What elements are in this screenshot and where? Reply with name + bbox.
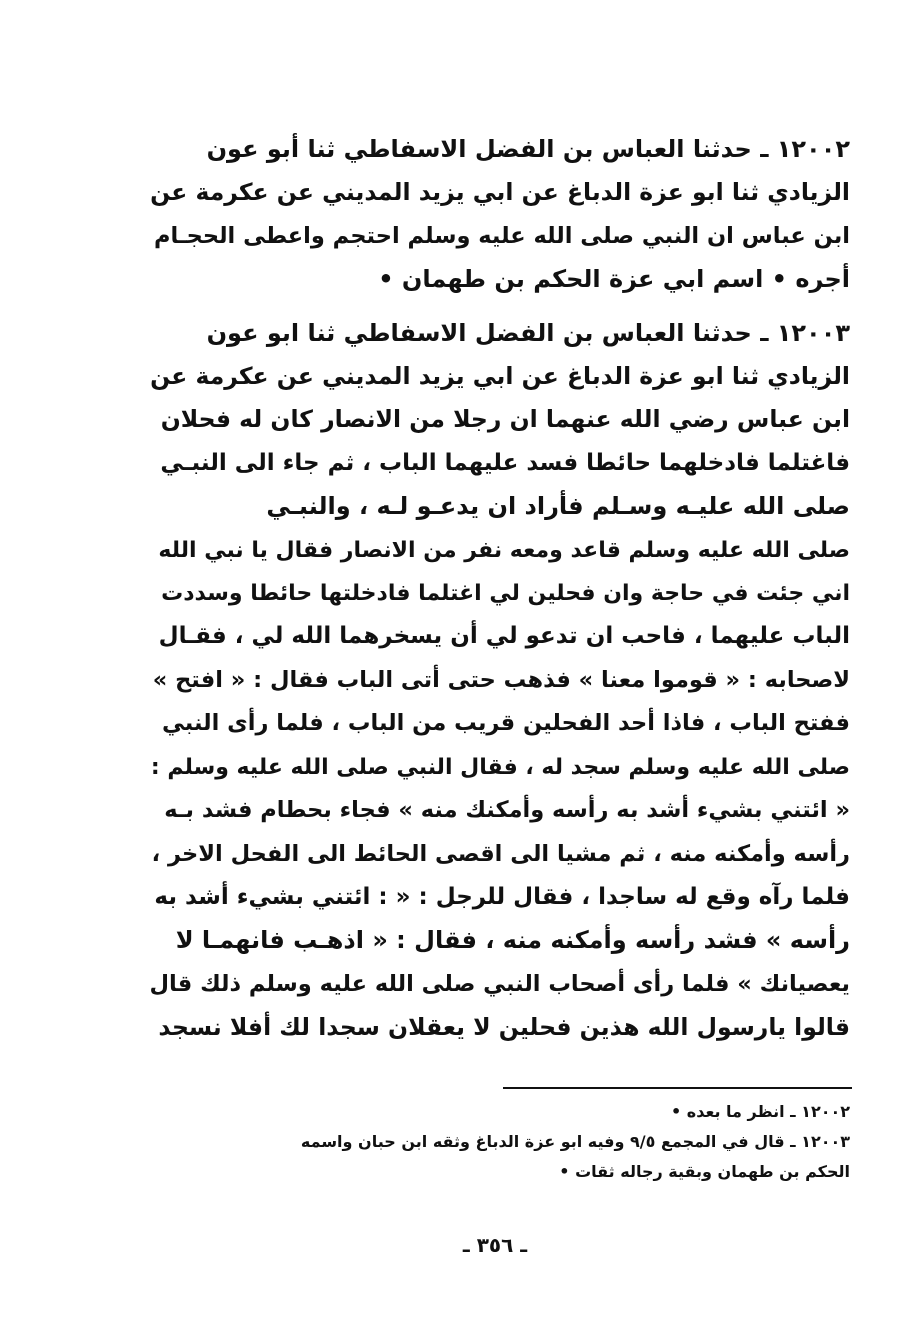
text-line: رأسه وأمكنه منه ، ثم مشيا الى اقصى الحائط الى الفحل الاخر ،	[151, 840, 850, 867]
text-line: ففتح الباب ، فاذا أحد الفحلين قريب من الباب ، فلما رأى النبي	[162, 710, 850, 737]
footnote-line: ١٢٠٠٢ ـ انظر ما بعده •	[670, 1102, 850, 1121]
paragraph-gap	[150, 302, 850, 312]
text-line: لاصحابه : « قوموا معنا » فذهب حتى أتى الباب فقال : « افتح »	[152, 666, 850, 693]
text-line: ابن عباس رضي الله عنهما ان رجلا من الانصار كان له فحلان	[160, 405, 850, 434]
text-line: فلما رآه وقع له ساجدا ، فقال للرجل : « : ائتني بشيء أشد به	[154, 883, 850, 910]
footnote-divider	[503, 1087, 852, 1089]
footnote-line: ١٢٠٠٣ ـ قال في المجمع ٩/٥ وفيه ابو عزة الدباغ وثقه ابن حبان واسمه	[300, 1132, 850, 1151]
text-line: صلى الله عليه وسلم سجد له ، فقال النبي صلى الله عليه وسلم :	[150, 754, 850, 780]
footnotes	[150, 1097, 850, 1187]
text-line: ابن عباس ان النبي صلى الله عليه وسلم احتجم واعطى الحجـام	[154, 222, 850, 249]
text-line: فاغتلما فادخلهما حائطا فسد عليهما الباب ، ثم جاء الى النبـي	[160, 449, 850, 476]
text-line: أجره • اسم ابي عزة الحكم بن طهمان •	[378, 265, 850, 294]
main-text	[150, 128, 850, 1050]
hadith-12002	[150, 128, 850, 302]
text-line: اني جئت في حاجة وان فحلين لي اغتلما فادخلتها حائطا وسددت	[161, 581, 850, 607]
text-line: صلى الله عليـه وسـلم فأراد ان يدعـو لـه ، والنبـي	[266, 492, 850, 521]
text-line: يعصيانك » فلما رأى أصحاب النبي صلى الله عليه وسلم ذلك قال	[149, 970, 850, 997]
text-line: الزيادي ثنا ابو عزة الدباغ عن ابي يزيد المديني عن عكرمة عن	[150, 362, 850, 391]
hadith-12003	[150, 312, 850, 1050]
text-line: قالوا يارسول الله هذين فحلين لا يعقلان سجدا لك أفلا نسجد	[158, 1013, 850, 1042]
text-line: رأسه » فشد رأسه وأمكنه منه ، فقال : « اذهـب فانهمـا لا	[175, 926, 850, 955]
text-line: ١٢٠٠٢ ـ حدثنا العباس بن الفضل الاسفاطي ثنا أبو عون	[206, 135, 850, 163]
text-line: الزيادي ثنا ابو عزة الدباغ عن ابي يزيد المديني عن عكرمة عن	[150, 178, 850, 207]
text-line: « ائتني بشيء أشد به رأسه وأمكنك منه » فجاء بحطام فشد بـه	[164, 797, 850, 824]
page-number: ـ ٣٥٦ ـ	[462, 1233, 528, 1257]
text-line: الباب عليهما ، فاحب ان تدعو لي أن يسخرهما الله لي ، فقـال	[158, 623, 850, 650]
footnote-line: الحكم بن طهمان وبقية رجاله ثقات •	[559, 1162, 850, 1181]
text-line: صلى الله عليه وسلم قاعد ومعه نفر من الانصار فقال يا نبي الله	[158, 537, 850, 563]
text-line: ١٢٠٠٣ ـ حدثنا العباس بن الفضل الاسفاطي ثنا ابو عون	[206, 318, 850, 347]
